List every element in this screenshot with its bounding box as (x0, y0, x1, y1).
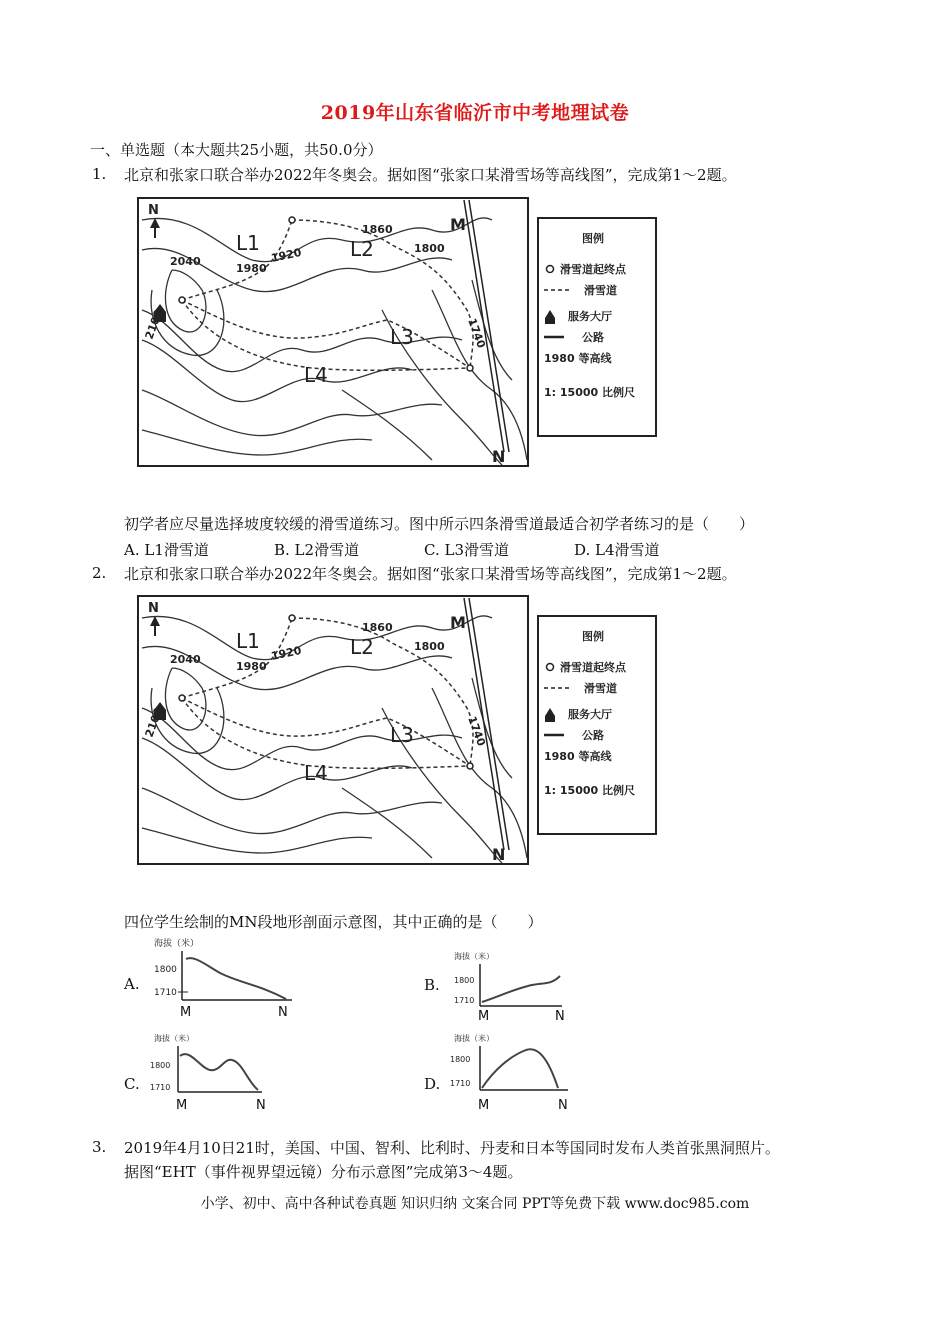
profile-d[interactable] (450, 1030, 575, 1098)
q2-question: 四位学生绘制的MN段地形剖面示意图，其中正确的是（ ） (124, 913, 543, 931)
contour-map-svg-2 (132, 588, 664, 878)
contour-map-svg (132, 190, 664, 480)
profile-b[interactable] (450, 948, 570, 1012)
legend-scale: 1: 15000 比例尺 (544, 386, 635, 399)
run-label-l3-2: L3 (390, 723, 414, 747)
page-footer: 小学、初中、高中各种试卷真题 知识归纳 文案合同 PPT等免费下载 www.doc985.com (200, 1196, 750, 1212)
q2-option-b[interactable]: B. (424, 976, 440, 994)
profile-c-m: M (176, 1098, 188, 1113)
q2-option-d[interactable]: D. (424, 1075, 441, 1093)
profile-b-ytick-1710: 1710 (454, 996, 475, 1005)
profile-b-n: N (555, 1009, 565, 1024)
profile-b-ylabel: 海拔（米） (454, 952, 494, 961)
point-label-m-2: M (450, 613, 466, 632)
q2-option-a[interactable]: A. (124, 975, 140, 993)
legend-title-2: 图例 (582, 630, 604, 643)
contour-label-1920-2: 1920 (269, 643, 303, 663)
contour-label-1740-2: 1740 (465, 714, 488, 748)
q2-stem: 北京和张家口联合举办2022年冬奥会。据如图“张家口某滑雪场等高线图”，完成第1～2题。 (124, 565, 737, 583)
run-label-l1-2: L1 (236, 629, 260, 653)
run-label-l2: L2 (350, 237, 374, 261)
legend-run-2: 滑雪道 (584, 682, 617, 695)
run-label-l4-2: L4 (304, 761, 328, 785)
section-heading: 一、单选题（本大题共25小题，共50.0分） (90, 141, 383, 159)
contour-label-2040: 2040 (170, 255, 201, 268)
legend-contour-2: 1980 等高线 (544, 750, 612, 763)
q1-option-c[interactable]: C. L3滑雪道 (424, 541, 509, 559)
contour-label-1980: 1980 (236, 262, 267, 275)
contour-label-2040-2: 2040 (170, 653, 201, 666)
profile-a-ytick-1800: 1800 (154, 965, 177, 975)
contour-label-2100-2: 2100 (142, 705, 166, 740)
legend-road: 公路 (582, 331, 604, 344)
q2-number: 2. (92, 564, 107, 582)
contour-label-1800: 1800 (414, 242, 445, 255)
profile-c-ytick-1800: 1800 (150, 1061, 171, 1070)
contour-label-1740: 1740 (465, 316, 488, 350)
run-label-l4: L4 (304, 363, 328, 387)
contour-label-1860-2: 1860 (362, 621, 393, 634)
profile-b-m: M (478, 1009, 490, 1024)
point-label-n-2: N (492, 845, 506, 864)
profile-c-ytick-1710: 1710 (150, 1083, 171, 1092)
run-label-l2-2: L2 (350, 635, 374, 659)
profile-a-m: M (180, 1005, 192, 1020)
q3-number: 3. (92, 1138, 107, 1156)
profile-d-ylabel: 海拔（米） (454, 1034, 494, 1043)
contour-label-2100: 2100 (142, 307, 166, 342)
q1-number: 1. (92, 165, 107, 183)
profile-d-m: M (478, 1098, 490, 1113)
profile-c-ylabel: 海拔（米） (154, 1034, 194, 1043)
legend-scale-2: 1: 15000 比例尺 (544, 784, 635, 797)
contour-label-1860: 1860 (362, 223, 393, 236)
legend-title: 图例 (582, 232, 604, 245)
contour-label-1920: 1920 (269, 245, 303, 265)
page-title: 2019年山东省临沂市中考地理试卷 (320, 102, 630, 124)
q1-option-b[interactable]: B. L2滑雪道 (274, 541, 360, 559)
profile-b-ytick-1800: 1800 (454, 976, 475, 985)
north-label-2: N (148, 601, 159, 616)
profile-d-ytick-1710: 1710 (450, 1079, 471, 1088)
legend-road-2: 公路 (582, 729, 604, 742)
q3-line2: 据图“EHT（事件视界望远镜）分布示意图”完成第3～4题。 (124, 1163, 523, 1181)
q1-stem: 北京和张家口联合举办2022年冬奥会。据如图“张家口某滑雪场等高线图”，完成第1～2题。 (124, 166, 737, 184)
point-label-m: M (450, 215, 466, 234)
q2-option-c[interactable]: C. (124, 1075, 140, 1093)
point-label-n: N (492, 447, 506, 466)
contour-label-1980-2: 1980 (236, 660, 267, 673)
profile-a[interactable] (150, 935, 300, 1003)
q1-option-a[interactable]: A. L1滑雪道 (124, 541, 209, 559)
q3-line1: 2019年4月10日21时，美国、中国、智利、比利时、丹麦和日本等国同时发布人类首张黑洞照片。 (124, 1139, 780, 1157)
run-label-l3: L3 (390, 325, 414, 349)
legend-hall-2: 服务大厅 (568, 708, 612, 721)
profile-d-n: N (558, 1098, 568, 1113)
contour-map-1 (132, 190, 664, 480)
profile-d-ytick-1800: 1800 (450, 1055, 471, 1064)
run-label-l1: L1 (236, 231, 260, 255)
legend-run: 滑雪道 (584, 284, 617, 297)
contour-label-1800-2: 1800 (414, 640, 445, 653)
profile-c[interactable] (150, 1030, 270, 1098)
q1-question: 初学者应尽量选择坡度较缓的滑雪道练习。图中所示四条滑雪道最适合初学者练习的是（ ） (124, 515, 755, 533)
profile-a-ylabel: 海拔（米） (154, 939, 200, 949)
north-label: N (148, 203, 159, 218)
profile-c-n: N (256, 1098, 266, 1113)
legend-hall: 服务大厅 (568, 310, 612, 323)
q1-option-d[interactable]: D. L4滑雪道 (574, 541, 660, 559)
legend-endpoint-2: 滑雪道起终点 (560, 661, 626, 674)
legend-contour: 1980 等高线 (544, 352, 612, 365)
contour-map-2 (132, 588, 664, 878)
profile-a-ytick-1710: 1710 (154, 988, 177, 998)
profile-a-n: N (278, 1005, 288, 1020)
legend-endpoint: 滑雪道起终点 (560, 263, 626, 276)
